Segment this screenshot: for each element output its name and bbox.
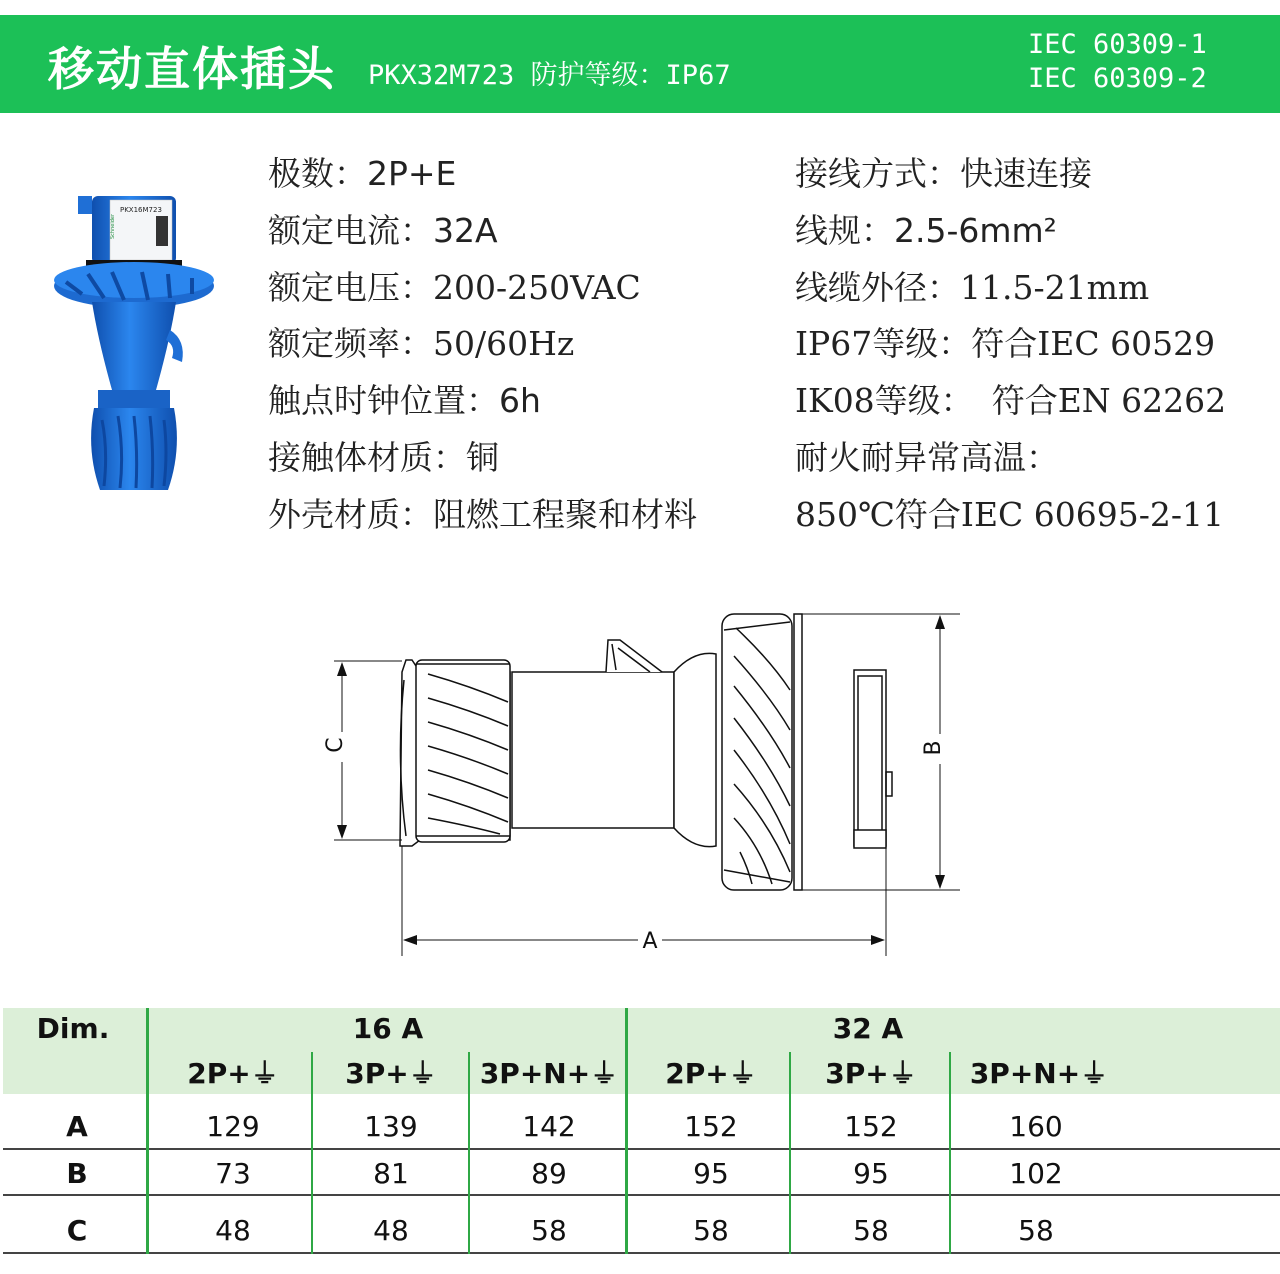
table-cell: 139: [364, 1110, 418, 1143]
spec-rated-current: [268, 205, 498, 252]
table-cell: 95: [853, 1157, 889, 1190]
table-cell: 48: [215, 1214, 251, 1247]
table-cell: 81: [373, 1157, 409, 1190]
table-cell: 95: [693, 1157, 729, 1190]
spec-wire-gauge: [795, 205, 1057, 252]
col-header: 3P+N+⏚: [479, 1057, 619, 1090]
col-header: 2P+⏚: [665, 1057, 757, 1090]
photo-brand-text: Schneider: [110, 213, 116, 239]
table-cell: 58: [531, 1214, 567, 1247]
spec-housing-material-value: 阻燃工程聚和材料: [433, 495, 697, 534]
dim-header: Dim.: [36, 1012, 110, 1045]
table-cell: 48: [373, 1214, 409, 1247]
model-and-protection: PKX32M723 防护等级：IP67: [368, 60, 731, 91]
spec-ip67-label: IP67等级：: [795, 324, 972, 363]
standard-1: IEC 60309-1: [1028, 29, 1207, 60]
spec-wiring-method-label: 接线方式：: [795, 154, 960, 193]
spec-rated-voltage-value: 200-250VAC: [433, 268, 641, 307]
spec-rated-frequency: [268, 318, 574, 365]
spec-rated-current-label: 额定电流：: [268, 211, 433, 250]
column-divider: [625, 1008, 628, 1254]
table-cell: 58: [853, 1214, 889, 1247]
spec-wiring-method-value: 快速连接: [960, 154, 1092, 193]
dimension-drawing: [320, 600, 960, 970]
group-32a: 32 A: [832, 1012, 904, 1045]
spec-wire-gauge-label: 线规：: [795, 211, 894, 250]
title-banner: [0, 15, 1280, 113]
spec-housing-material-label: 外壳材质：: [268, 495, 433, 534]
spec-cable-diameter: [795, 262, 1149, 309]
standard-2: IEC 60309-2: [1028, 63, 1207, 94]
dim-label-c: C: [323, 737, 348, 753]
spec-rated-current-value: 32A: [433, 211, 498, 250]
spec-cable-diameter-label: 线缆外径：: [795, 268, 960, 307]
spec-glow-wire-value: 850℃符合IEC 60695-2-11: [795, 495, 1225, 534]
spec-poles-value: 2P+E: [367, 154, 457, 193]
spec-rated-frequency-label: 额定频率：: [268, 324, 433, 363]
spec-wire-gauge-value: 2.5-6mm²: [894, 211, 1057, 250]
spec-poles: [268, 148, 456, 195]
col-header: 3P+⏚: [345, 1057, 437, 1090]
table-cell: 58: [1018, 1214, 1054, 1247]
table-cell: 102: [1009, 1157, 1063, 1190]
spec-ip67: [795, 318, 1215, 365]
col-header: 3P+N+⏚: [969, 1057, 1109, 1090]
spec-ip67-value: 符合IEC 60529: [971, 324, 1216, 363]
spec-glow-wire: [795, 489, 1224, 536]
table-cell: 160: [1009, 1110, 1063, 1143]
table-cell: 152: [844, 1110, 898, 1143]
spec-cable-diameter-value: 11.5-21mm: [960, 268, 1150, 307]
spec-ik08: [795, 375, 1226, 422]
row-divider: [3, 1252, 1280, 1254]
column-divider: [949, 1052, 951, 1254]
table-cell: 58: [693, 1214, 729, 1247]
spec-housing-material: [268, 489, 697, 536]
spec-contact-clock-position: [268, 375, 541, 422]
spec-rated-voltage-label: 额定电压：: [268, 268, 433, 307]
page-title: 移动直体插头: [48, 42, 336, 96]
spec-fire-resistance-label: 耐火耐异常高温：: [795, 438, 1059, 477]
spec-contact-material-value: 铜: [466, 438, 499, 477]
spec-rated-frequency-value: 50/60Hz: [433, 324, 575, 363]
row-dim-a: A: [66, 1110, 88, 1143]
spec-poles-label: 极数：: [268, 154, 367, 193]
column-divider: [789, 1052, 791, 1254]
spec-contact-clock-position-value: 6h: [499, 381, 541, 420]
dimension-table: [3, 1008, 1280, 1254]
column-divider: [311, 1052, 313, 1254]
photo-model-text: PKX16M723: [120, 206, 162, 214]
column-divider: [146, 1008, 149, 1254]
col-header: 3P+⏚: [825, 1057, 917, 1090]
row-divider: [3, 1194, 1280, 1196]
table-cell: 152: [684, 1110, 738, 1143]
spec-contact-clock-position-label: 触点时钟位置：: [268, 381, 499, 420]
spec-ik08-value: 符合EN 62262: [991, 381, 1227, 420]
row-dim-c: C: [66, 1214, 88, 1247]
row-dim-b: B: [66, 1157, 88, 1190]
spec-fire-resistance: [795, 432, 1059, 479]
dim-label-a: A: [642, 929, 658, 954]
product-photo: [52, 190, 218, 500]
table-cell: 73: [215, 1157, 251, 1190]
dim-label-b: B: [921, 740, 946, 756]
table-cell: 142: [522, 1110, 576, 1143]
col-header: 2P+⏚: [187, 1057, 279, 1090]
spec-contact-material-label: 接触体材质：: [268, 438, 466, 477]
column-divider: [468, 1052, 470, 1254]
spec-contact-material: [268, 432, 499, 479]
spec-wiring-method: [795, 148, 1092, 195]
table-cell: 129: [206, 1110, 260, 1143]
group-16a: 16 A: [352, 1012, 424, 1045]
spec-ik08-label: IK08等级：: [795, 381, 974, 420]
spec-rated-voltage: [268, 262, 641, 309]
table-cell: 89: [531, 1157, 567, 1190]
row-divider: [3, 1148, 1280, 1150]
